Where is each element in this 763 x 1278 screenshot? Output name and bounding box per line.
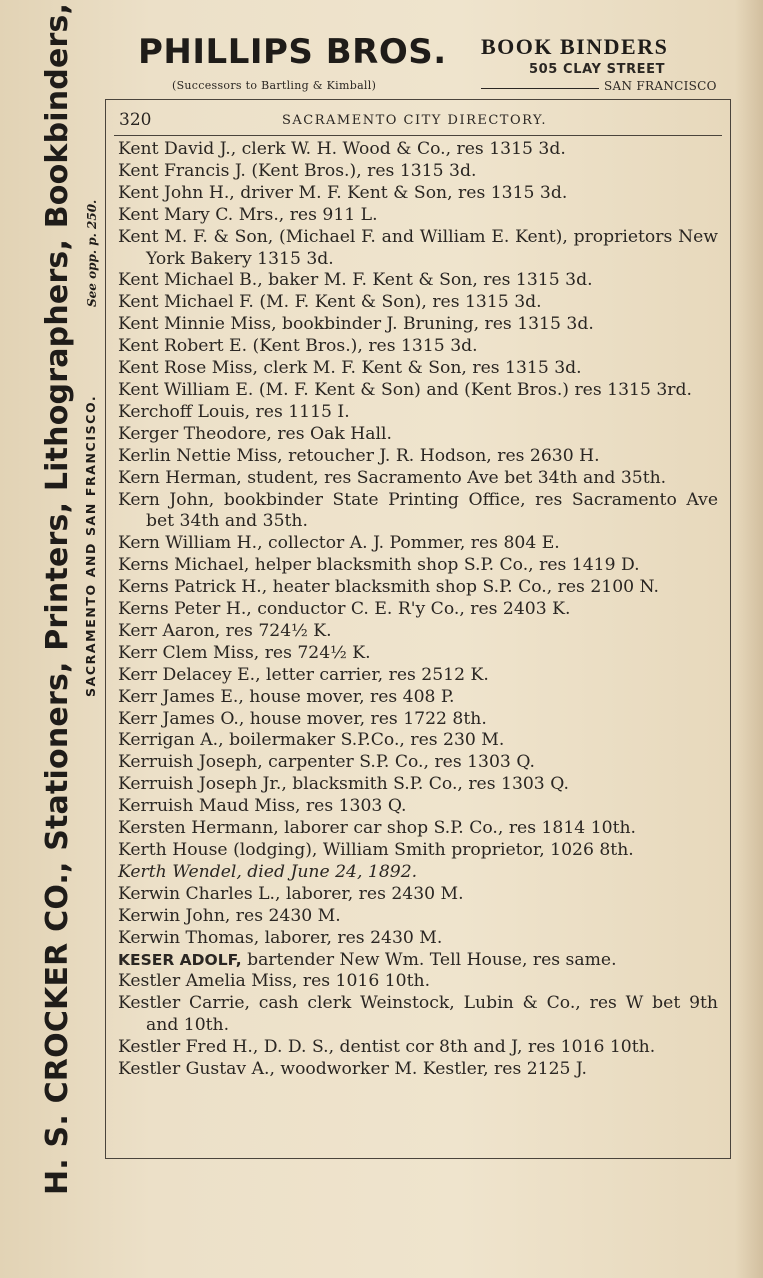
directory-entry: Kerwin Thomas, laborer, res 2430 M. [118, 927, 443, 948]
header-street: 505 CLAY STREET [529, 62, 666, 77]
directory-entry-deceased: Kerth Wendel, died June 24, 1892. [118, 861, 418, 882]
side-ad-cities: SACRAMENTO AND SAN FRANCISCO. [83, 394, 98, 697]
directory-entry: Kern John, bookbinder State Printing Office, res Sacramento Ave bet 34th and 35th. [118, 489, 718, 532]
directory-entry: Kersten Hermann, laborer car shop S.P. Co., res 1814 10th. [118, 818, 637, 839]
directory-entry: Kerwin John, res 2430 M. [118, 905, 341, 926]
directory-entry: Kent Rose Miss, clerk M. F. Kent & Son, res 1315 3d. [118, 358, 582, 379]
header-city: SAN FRANCISCO [604, 79, 717, 93]
directory-entry: Kerruish Maud Miss, res 1303 Q. [118, 796, 407, 817]
header-divider [114, 135, 722, 136]
directory-entry: Kestler Fred H., D. D. S., dentist cor 8th and J, res 1016 10th. [118, 1037, 656, 1058]
directory-entry: Kestler Carrie, cash clerk Weinstock, Lubin & Co., res W bet 9th and 10th. [118, 993, 718, 1036]
directory-entry: Kerchoff Louis, res 1115 I. [118, 401, 350, 422]
directory-entry: Kerr Clem Miss, res 724½ K. [118, 642, 371, 663]
directory-entry-bold [118, 950, 718, 972]
directory-entry: Kerr James E., house mover, res 408 P. [118, 686, 455, 707]
side-ad-reference: See opp. p. 250. [85, 199, 99, 307]
directory-entry: Kerr Aaron, res 724½ K. [118, 620, 332, 641]
directory-entry: Kent Minnie Miss, bookbinder J. Bruning, res 1315 3d. [118, 314, 594, 335]
directory-entry: Kestler Amelia Miss, res 1016 10th. [118, 971, 431, 992]
directory-entry: Kent John H., driver M. F. Kent & Son, res 1315 3d. [118, 182, 568, 203]
directory-entry: Kent M. F. & Son, (Michael F. and William E. Kent), proprietors New York Bakery 1315 3d. [118, 226, 718, 269]
directory-entry: Kent David J., clerk W. H. Wood & Co., res 1315 3d. [118, 139, 566, 159]
directory-entry: Kerruish Joseph Jr., blacksmith S.P. Co., res 1303 Q. [118, 774, 569, 795]
directory-entry: Kent Robert E. (Kent Bros.), res 1315 3d. [118, 336, 478, 357]
directory-entry: Kerrigan A., boilermaker S.P.Co., res 230 M. [118, 730, 505, 751]
directory-entry: Kent Francis J. (Kent Bros.), res 1315 3d. [118, 160, 477, 181]
directory-entry: Kerlin Nettie Miss, retoucher J. R. Hodson, res 2630 H. [118, 445, 600, 466]
header-brand: PHILLIPS BROS. [138, 32, 447, 72]
page-number: 320 [119, 110, 152, 130]
directory-entry: Kent Mary C. Mrs., res 911 L. [118, 204, 378, 225]
page-edge-shadow [735, 0, 763, 1278]
directory-entry: Kerger Theodore, res Oak Hall. [118, 423, 392, 444]
header-trade: BOOK BINDERS [481, 34, 669, 59]
directory-entries [118, 139, 718, 1081]
directory-entry: Kerns Peter H., conductor C. E. R'y Co., res 2403 K. [118, 599, 571, 620]
directory-entry: Kerruish Joseph, carpenter S.P. Co., res 1303 Q. [118, 752, 536, 773]
directory-entry: Kerth House (lodging), William Smith proprietor, 1026 8th. [118, 840, 634, 860]
directory-entry: Kent Michael B., baker M. F. Kent & Son, res 1315 3d. [118, 270, 593, 291]
directory-entry: Kern Herman, student, res Sacramento Ave bet 34th and 35th. [118, 467, 667, 488]
directory-entry: Kent William E. (M. F. Kent & Son) and (Kent Bros.) res 1315 3rd. [118, 379, 692, 400]
header-successors: (Successors to Bartling & Kimball) [172, 79, 377, 92]
directory-entry: Kerr Delacey E., letter carrier, res 2512 K. [118, 664, 489, 685]
directory-entry: Kerns Patrick H., heater blacksmith shop S.P. Co., res 2100 N. [118, 577, 659, 598]
bold-entry-text: bartender New Wm. Tell House, res same. [247, 949, 617, 970]
directory-entry: Kestler Gustav A., woodworker M. Kestler, res 2125 J. [118, 1059, 587, 1080]
bold-entry-name: KESER ADOLF, [118, 950, 242, 969]
directory-entry: Kerr James O., house mover, res 1722 8th. [118, 708, 487, 729]
header-rule [481, 88, 599, 89]
directory-entry: Kerns Michael, helper blacksmith shop S.P. Co., res 1419 D. [118, 555, 640, 576]
directory-entry: Kerwin Charles L., laborer, res 2430 M. [118, 883, 464, 904]
directory-entry: Kern William H., collector A. J. Pommer, res 804 E. [118, 533, 560, 554]
side-ad-main: H. S. CROCKER CO., Stationers, Printers, Lithographers, Bookbinders, [40, 2, 75, 1195]
directory-entry: Kent Michael F. (M. F. Kent & Son), res 1315 3d. [118, 292, 542, 313]
page-title: SACRAMENTO CITY DIRECTORY. [282, 113, 548, 128]
